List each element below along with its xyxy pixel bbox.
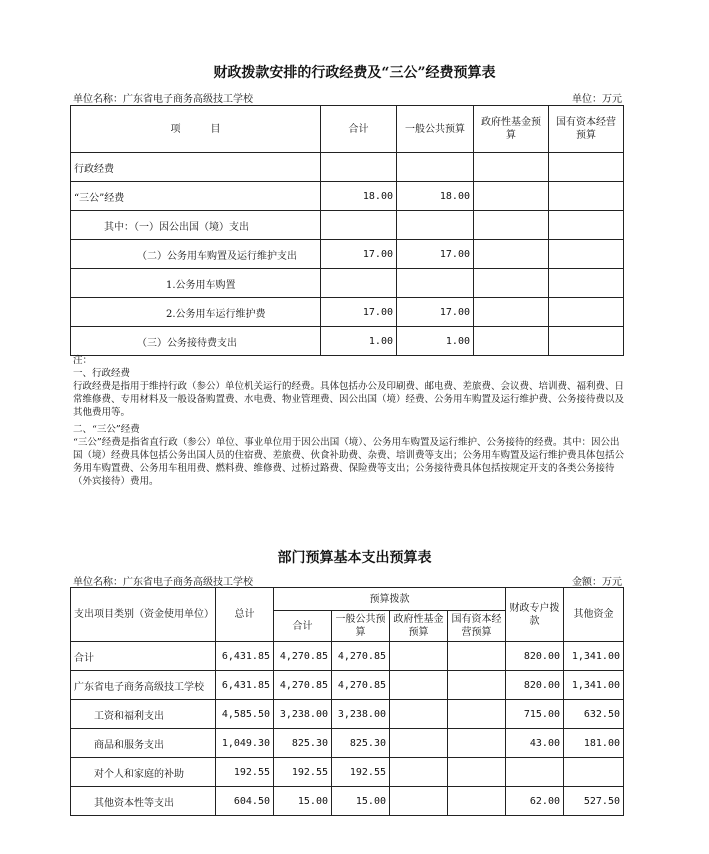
cell-sum: 4,270.85 bbox=[274, 642, 332, 671]
cell-general: 17.00 bbox=[397, 240, 474, 269]
row-label: 广东省电子商务高级技工学校 bbox=[71, 671, 216, 700]
cell-total: 1.00 bbox=[321, 327, 397, 356]
table-row bbox=[71, 298, 624, 327]
cell-sum: 192.55 bbox=[274, 758, 332, 787]
cell-special: 820.00 bbox=[506, 642, 564, 671]
row-label: 其他资本性等支出 bbox=[71, 787, 216, 816]
cell-fund bbox=[390, 671, 448, 700]
cell-other: 1,341.00 bbox=[564, 671, 624, 700]
cell-general: 192.55 bbox=[332, 758, 390, 787]
table2-header-row-1 bbox=[71, 588, 624, 611]
cell-total: 17.00 bbox=[321, 240, 397, 269]
header-capital: 国有资本经营预算 bbox=[549, 106, 624, 153]
cell-general: 15.00 bbox=[332, 787, 390, 816]
cell-other: 632.50 bbox=[564, 700, 624, 729]
table-row bbox=[71, 729, 624, 758]
row-label: 合计 bbox=[71, 642, 216, 671]
header-general: 一般公共预算 bbox=[397, 106, 474, 153]
cell-total: 192.55 bbox=[216, 758, 274, 787]
cell-sum: 825.30 bbox=[274, 729, 332, 758]
table-row bbox=[71, 269, 624, 298]
cell-capital bbox=[549, 240, 624, 269]
cell-general: 3,238.00 bbox=[332, 700, 390, 729]
cell-fund bbox=[390, 729, 448, 758]
cell-fund bbox=[390, 700, 448, 729]
table-row bbox=[71, 327, 624, 356]
table-row bbox=[71, 758, 624, 787]
cell-sum: 4,270.85 bbox=[274, 671, 332, 700]
cell-capital bbox=[448, 671, 506, 700]
table1-title: 财政拨款安排的行政经费及“三公”经费预算表 bbox=[213, 65, 496, 81]
cell-total: 18.00 bbox=[321, 182, 397, 211]
cell-fund bbox=[474, 240, 549, 269]
cell-capital bbox=[448, 729, 506, 758]
cell-special: 715.00 bbox=[506, 700, 564, 729]
header-sum: 合计 bbox=[274, 611, 332, 642]
header-general: 一般公共预算 bbox=[332, 611, 390, 642]
cell-capital bbox=[549, 211, 624, 240]
table1-unit-name: 单位名称：广东省电子商务高级技工学校 bbox=[73, 94, 253, 105]
table1-header-row bbox=[71, 106, 624, 153]
note-heading: 注： bbox=[73, 355, 93, 366]
cell-fund bbox=[390, 787, 448, 816]
row-label: 1.公务用车购置 bbox=[71, 269, 321, 298]
cell-sum: 3,238.00 bbox=[274, 700, 332, 729]
cell-total: 6,431.85 bbox=[216, 671, 274, 700]
cell-general: 825.30 bbox=[332, 729, 390, 758]
header-total: 总计 bbox=[216, 588, 274, 642]
note-section-1-body: 行政经费是指用于维持行政（参公）单位机关运行的经费。具体包括办公及印刷费、邮电费、差旅费、会议费、培训费、福利费、日常维修费、专用材料及一般设备购置费、水电费、物业管理费、因公出国（境）经费、公务用车购置及运行维护费、公务接待费以及其他费用等。 bbox=[73, 381, 625, 418]
table-row bbox=[71, 671, 624, 700]
cell-special: 62.00 bbox=[506, 787, 564, 816]
cell-fund bbox=[390, 758, 448, 787]
cell-fund bbox=[390, 642, 448, 671]
row-label: 行政经费 bbox=[71, 153, 321, 182]
cell-fund bbox=[474, 182, 549, 211]
cell-capital bbox=[549, 153, 624, 182]
cell-capital bbox=[549, 298, 624, 327]
cell-general: 17.00 bbox=[397, 298, 474, 327]
row-label: （三）公务接待费支出 bbox=[71, 327, 321, 356]
table2-unit-name: 单位名称：广东省电子商务高级技工学校 bbox=[73, 577, 253, 588]
cell-fund bbox=[474, 211, 549, 240]
cell-general: 4,270.85 bbox=[332, 642, 390, 671]
cell-general: 4,270.85 bbox=[332, 671, 390, 700]
cell-general bbox=[397, 211, 474, 240]
cell-sum: 15.00 bbox=[274, 787, 332, 816]
cell-general bbox=[397, 153, 474, 182]
row-label: 商品和服务支出 bbox=[71, 729, 216, 758]
header-fund: 政府性基金预算 bbox=[474, 106, 549, 153]
cell-capital bbox=[448, 642, 506, 671]
cell-other bbox=[564, 758, 624, 787]
table-row bbox=[71, 211, 624, 240]
cell-other: 527.50 bbox=[564, 787, 624, 816]
header-capital: 国有资本经营预算 bbox=[448, 611, 506, 642]
cell-total: 17.00 bbox=[321, 298, 397, 327]
cell-total bbox=[321, 211, 397, 240]
cell-general: 1.00 bbox=[397, 327, 474, 356]
cell-capital bbox=[448, 787, 506, 816]
row-label: 2.公务用车运行维护费 bbox=[71, 298, 321, 327]
row-label: 工资和福利支出 bbox=[71, 700, 216, 729]
cell-fund bbox=[474, 153, 549, 182]
header-item: 项 目 bbox=[71, 106, 321, 153]
cell-total: 604.50 bbox=[216, 787, 274, 816]
header-other: 其他资金 bbox=[564, 588, 624, 642]
cell-total: 6,431.85 bbox=[216, 642, 274, 671]
table-row bbox=[71, 642, 624, 671]
note-section-2-title: 二、“三公”经费 bbox=[73, 424, 140, 435]
header-budget: 预算拨款 bbox=[274, 588, 506, 611]
row-label: （二）公务用车购置及运行维护支出 bbox=[71, 240, 321, 269]
cell-total bbox=[321, 153, 397, 182]
cell-capital bbox=[549, 269, 624, 298]
cell-general: 18.00 bbox=[397, 182, 474, 211]
cell-capital bbox=[448, 700, 506, 729]
row-label: 其中：（一）因公出国（境）支出 bbox=[71, 211, 321, 240]
table-row bbox=[71, 787, 624, 816]
header-special: 财政专户拨款 bbox=[506, 588, 564, 642]
header-fund: 政府性基金预算 bbox=[390, 611, 448, 642]
row-label: 对个人和家庭的补助 bbox=[71, 758, 216, 787]
table2-unit: 金额：万元 bbox=[572, 577, 622, 588]
note-section-1-title: 一、行政经费 bbox=[73, 368, 131, 379]
note-section-2-body: “三公”经费是指省直行政（参公）单位、事业单位用于因公出国（境）、公务用车购置及运行维护、公务接待的经费。其中：因公出国（境）经费具体包括公务出国人员的住宿费、差旅费、伙食补助费、杂费、培训费等支出；公务用车购置及运行维护费具体包括公务用车购置费、公务用车租用费、燃料费、维修费、过桥过路费、保险费等支出；公务接待费具体包括按规定开支的各类公务接待（外宾接待）费用。 bbox=[73, 437, 625, 487]
cell-total bbox=[321, 269, 397, 298]
cell-capital bbox=[549, 182, 624, 211]
cell-fund bbox=[474, 327, 549, 356]
basic-expense-table bbox=[70, 587, 624, 816]
cell-general bbox=[397, 269, 474, 298]
cell-other: 1,341.00 bbox=[564, 642, 624, 671]
table-row bbox=[71, 153, 624, 182]
notes-block bbox=[73, 354, 625, 488]
header-category: 支出项目类别（资金使用单位） bbox=[71, 588, 216, 642]
table-row bbox=[71, 700, 624, 729]
cell-special: 820.00 bbox=[506, 671, 564, 700]
table2-title: 部门预算基本支出预算表 bbox=[277, 550, 432, 566]
cell-total: 4,585.50 bbox=[216, 700, 274, 729]
cell-other: 181.00 bbox=[564, 729, 624, 758]
row-label: “三公”经费 bbox=[71, 182, 321, 211]
cell-fund bbox=[474, 298, 549, 327]
admin-expense-table bbox=[70, 105, 624, 356]
cell-special: 43.00 bbox=[506, 729, 564, 758]
cell-fund bbox=[474, 269, 549, 298]
cell-special bbox=[506, 758, 564, 787]
cell-total: 1,049.30 bbox=[216, 729, 274, 758]
header-total: 合计 bbox=[321, 106, 397, 153]
table-row bbox=[71, 240, 624, 269]
table1-unit: 单位：万元 bbox=[572, 94, 622, 105]
table-row bbox=[71, 182, 624, 211]
cell-capital bbox=[448, 758, 506, 787]
cell-capital bbox=[549, 327, 624, 356]
